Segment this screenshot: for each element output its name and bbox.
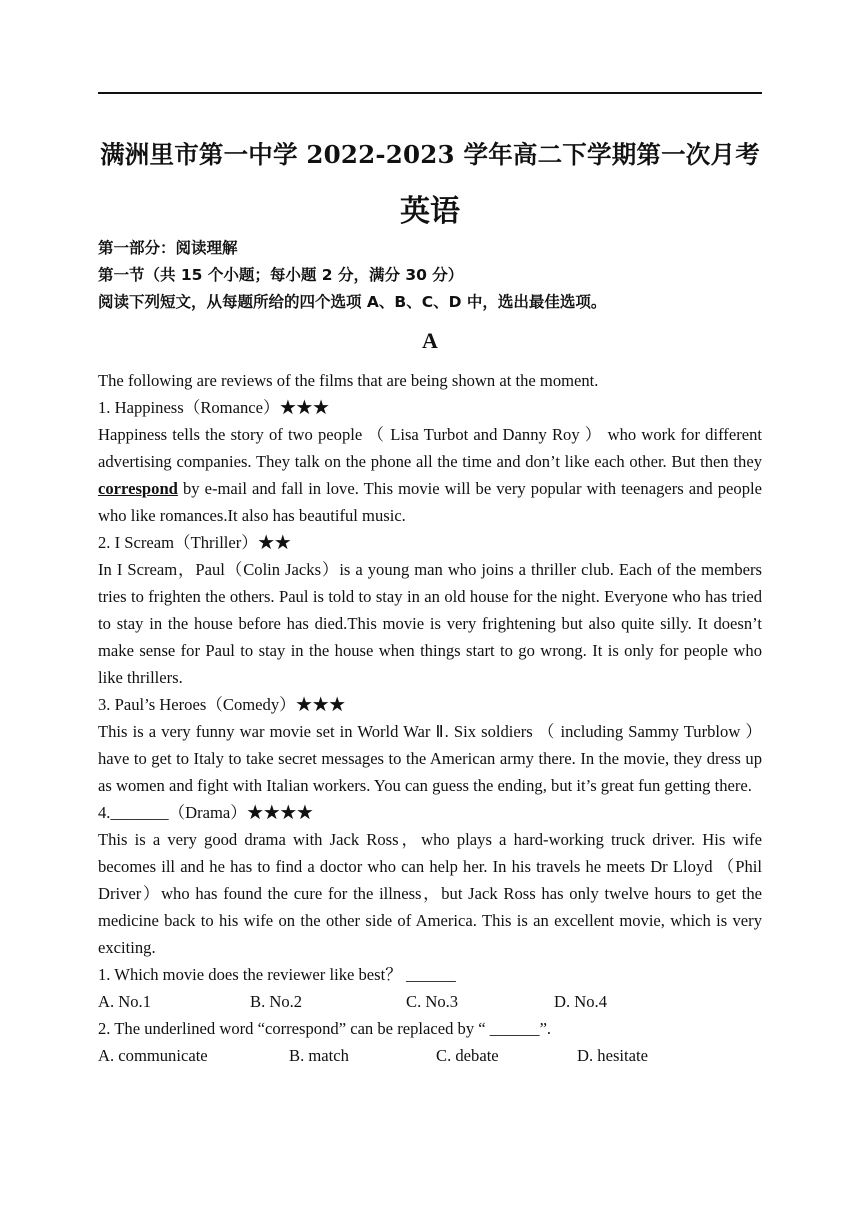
option-c: C. No.3	[406, 992, 459, 1011]
question-stem: 1. Which movie does the reviewer like best？ ______	[98, 965, 456, 984]
option-d: D. No.4	[554, 992, 608, 1011]
passage-intro: The following are reviews of the films that are being shown at the moment.	[98, 371, 599, 390]
option-c: C. debate	[436, 1046, 499, 1065]
option-b: B. match	[289, 1046, 349, 1065]
option-a: A. No.1	[98, 992, 152, 1011]
question-options	[98, 988, 762, 1015]
passage-label: A	[422, 328, 438, 353]
option-d: D. hesitate	[577, 1046, 648, 1065]
part-heading: 第一部分：阅读理解	[98, 239, 238, 257]
underlined-word: correspond	[98, 479, 178, 498]
directions: 阅读下列短文，从每题所给的四个选项 A、B、C、D 中，选出最佳选项。	[98, 293, 607, 311]
film-heading: 2. I Scream（Thriller）★★	[98, 533, 292, 552]
question-options	[98, 1042, 762, 1069]
header-rule	[98, 92, 762, 94]
film-review	[98, 421, 762, 529]
film-review: In I Scream，Paul（Colin Jacks）is a young man who joins a thriller club. Each of the members tries to frighten the others. Paul is told to stay in an old house for the night. Everyone who has tried to stay in the house before has died.This movie is very frightening but also quite silly. It doesn’t make sense for Paul to stay in the house when things start to go wrong. It is only for people who like thrillers.	[98, 560, 762, 687]
film-review: This is a very good drama with Jack Ross，who plays a hard-working truck driver. His wife becomes ill and he has to find a doctor who can help her. In his travels he meets Dr Lloyd （Phil Driver）who has found the cure for the illness，but Jack Ross has only twelve hours to get the medicine back to his wife on the other side of America. This is an excellent movie, which is very exciting.	[98, 830, 762, 957]
question-stem: 2. The underlined word “correspond” can be replaced by “ ______”.	[98, 1019, 552, 1038]
passage-body	[98, 367, 762, 1069]
film-heading: 4._______（Drama）★★★★	[98, 803, 314, 822]
review-text: Happiness tells the story of two people （ Lisa Turbot and Danny Roy ） who work for different advertising companies. They talk on the phone all the time and don’t like each other. But then they	[98, 425, 762, 471]
film-review: This is a very funny war movie set in World War Ⅱ. Six soldiers （ including Sammy Turblow ） have to get to Italy to take secret messages to the American army there. In the movie, they dress up as women and fight with Italian workers. You can guess the ending, but it’s great fun getting there.	[98, 722, 762, 795]
option-a: A. communicate	[98, 1046, 208, 1065]
film-heading: 1. Happiness（Romance）★★★	[98, 398, 330, 417]
subject-title: 英语	[400, 194, 460, 229]
film-heading: 3. Paul’s Heroes（Comedy）★★★	[98, 695, 346, 714]
exam-title: 满洲里市第一中学 2022-2023 学年高二下学期第一次月考	[100, 140, 760, 169]
section-heading: 第一节（共 15 个小题；每小题 2 分，满分 30 分）	[98, 266, 464, 284]
option-b: B. No.2	[250, 992, 303, 1011]
review-text: by e-mail and fall in love. This movie will be very popular with teenagers and people who like romances.It also has beautiful music.	[98, 479, 762, 525]
